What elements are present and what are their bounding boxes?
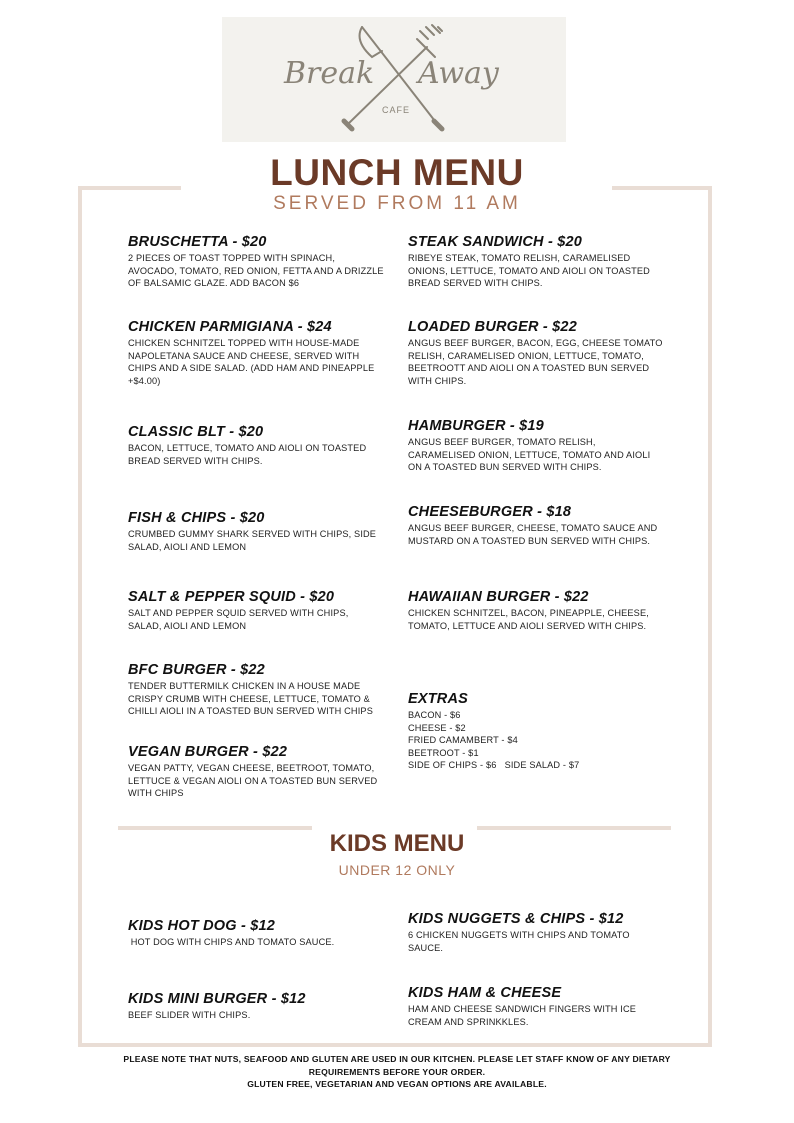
item-name: FISH & CHIPS - $20 [128, 510, 265, 526]
item-desc: TENDER BUTTERMILK CHICKEN IN A HOUSE MADE CRISPY CRUMB WITH CHEESE, LETTUCE, TOMATO & CHILLI AIOLI IN A TOASTED BUN SERVED WITH CHIPS [128, 681, 373, 717]
menu-item [128, 589, 384, 632]
kids-item [408, 911, 664, 954]
kids-menu-subtitle: UNDER 12 ONLY [338, 862, 456, 878]
cafe-logo [222, 17, 566, 142]
item-name: VEGAN BURGER - $22 [128, 744, 288, 760]
item-desc: CHICKEN SCHNITZEL TOPPED WITH HOUSE-MADE NAPOLETANA SAUCE AND CHEESE, SERVED WITH CHIPS AND A SIDE SALAD. (ADD HAM AND PINEAPPLE +$4.00) [128, 338, 375, 386]
item-desc: HOT DOG WITH CHIPS AND TOMATO SAUCE. [128, 937, 335, 947]
menu-item [408, 319, 664, 387]
item-name: STEAK SANDWICH - $20 [408, 234, 582, 250]
menu-item [128, 744, 384, 800]
extras-title: EXTRAS [408, 691, 469, 707]
menu-item [128, 510, 384, 553]
dietary-notice-line: PLEASE NOTE THAT NUTS, SEAFOOD AND GLUTEN ARE USED IN OUR KITCHEN. PLEASE LET STAFF KNOW OF ANY DIETARY [123, 1054, 671, 1064]
kids-item [408, 985, 664, 1028]
dietary-notice [40, 1053, 754, 1091]
kids-menu-title: KIDS MENU [329, 830, 465, 857]
item-desc: ANGUS BEEF BURGER, CHEESE, TOMATO SAUCE AND MUSTARD ON A TOASTED BUN SERVED WITH CHIPS. [408, 523, 658, 546]
item-name: HAMBURGER - $19 [408, 418, 544, 434]
item-desc: ANGUS BEEF BURGER, BACON, EGG, CHEESE TOMATO RELISH, CARAMELISED ONION, LETTUCE, TOMATO, BEETROOTT AND AIOLI ON A TOASTED BUN SERVED WITH CHIPS. [408, 338, 663, 386]
dietary-notice-line: GLUTEN FREE, VEGETARIAN AND VEGAN OPTIONS ARE AVAILABLE. [247, 1079, 547, 1089]
extras-line: SIDE OF CHIPS - $6 SIDE SALAD - $7 [408, 760, 580, 771]
item-desc: BACON, LETTUCE, TOMATO AND AIOLI ON TOASTED BREAD SERVED WITH CHIPS. [128, 443, 367, 466]
item-desc: RIBEYE STEAK, TOMATO RELISH, CARAMELISED ONIONS, LETTUCE, TOMATO AND AIOLI ON TOASTED BREAD SERVED WITH CHIPS. [408, 253, 650, 289]
kids-item [128, 991, 384, 1022]
extras-line: CHEESE - $2 [408, 722, 466, 733]
item-name: CHICKEN PARMIGIANA - $24 [128, 319, 332, 335]
item-name: SALT & PEPPER SQUID - $20 [128, 589, 335, 605]
item-name: LOADED BURGER - $22 [408, 319, 577, 335]
menu-item [128, 662, 384, 718]
item-desc: ANGUS BEEF BURGER, TOMATO RELISH, CARAMELISED ONION, LETTUCE, TOMATO AND AIOLI ON A TOASTED BUN SERVED WITH CHIPS. [408, 437, 651, 473]
item-desc: SALT AND PEPPER SQUID SERVED WITH CHIPS, SALAD, AIOLI AND LEMON [128, 608, 349, 631]
kids-item [128, 918, 384, 949]
menu-item [128, 424, 384, 467]
logo-brand-left: Break [284, 56, 375, 91]
item-desc: HAM AND CHEESE SANDWICH FINGERS WITH ICE CREAM AND SPRINKKLES. [408, 1004, 637, 1027]
dietary-notice-line: REQUIREMENTS BEFORE YOUR ORDER. [308, 1066, 486, 1077]
menu-item [128, 319, 384, 387]
menu-item [128, 234, 384, 290]
menu-item [408, 234, 664, 290]
extras-line: BACON - $6 [408, 710, 461, 720]
knife-fork-logo-icon [222, 17, 566, 142]
frame-bottom [78, 1043, 712, 1047]
logo-brand-sub: CAFE [382, 105, 411, 115]
lunch-menu-subtitle: SERVED FROM 11 AM [273, 193, 521, 214]
lunch-menu-title: LUNCH MENU [270, 152, 524, 193]
item-name: HAWAIIAN BURGER - $22 [408, 589, 589, 605]
item-desc: 6 CHICKEN NUGGETS WITH CHIPS AND TOMATO SAUCE. [408, 930, 630, 953]
item-desc: VEGAN PATTY, VEGAN CHEESE, BEETROOT, TOMATO, LETTUCE & VEGAN AIOLI ON A TOASTED BUN SERVED WITH CHIPS [128, 763, 378, 799]
item-name: KIDS HAM & CHEESE [408, 985, 562, 1001]
menu-item [408, 589, 668, 632]
item-name: CHEESEBURGER - $18 [408, 504, 572, 520]
menu-item [408, 418, 664, 474]
menu-item [408, 504, 664, 547]
item-name: KIDS MINI BURGER - $12 [128, 991, 306, 1007]
item-desc: CHICKEN SCHNITZEL, BACON, PINEAPPLE, CHEESE, TOMATO, LETTUCE AND AIOLI SERVED WITH CHIPS. [408, 608, 649, 631]
item-desc: CRUMBED GUMMY SHARK SERVED WITH CHIPS, SIDE SALAD, AIOLI AND LEMON [128, 529, 377, 552]
extras-section [408, 691, 668, 772]
item-name: BFC BURGER - $22 [128, 662, 265, 678]
item-name: CLASSIC BLT - $20 [128, 424, 264, 440]
item-name: KIDS NUGGETS & CHIPS - $12 [408, 911, 624, 927]
extras-line: FRIED CAMAMBERT - $4 [408, 735, 518, 746]
item-name: BRUSCHETTA - $20 [128, 234, 267, 250]
logo-brand-right: Away [418, 56, 499, 91]
extras-line: BEETROOT - $1 [408, 747, 479, 758]
frame-left [78, 186, 82, 1047]
item-desc: BEEF SLIDER WITH CHIPS. [128, 1010, 251, 1020]
frame-right [708, 186, 712, 1047]
item-name: KIDS HOT DOG - $12 [128, 918, 276, 934]
item-desc: 2 PIECES OF TOAST TOPPED WITH SPINACH, AVOCADO, TOMATO, RED ONION, FETTA AND A DRIZZLE OF BALSAMIC GLAZE. ADD BACON $6 [128, 253, 384, 289]
